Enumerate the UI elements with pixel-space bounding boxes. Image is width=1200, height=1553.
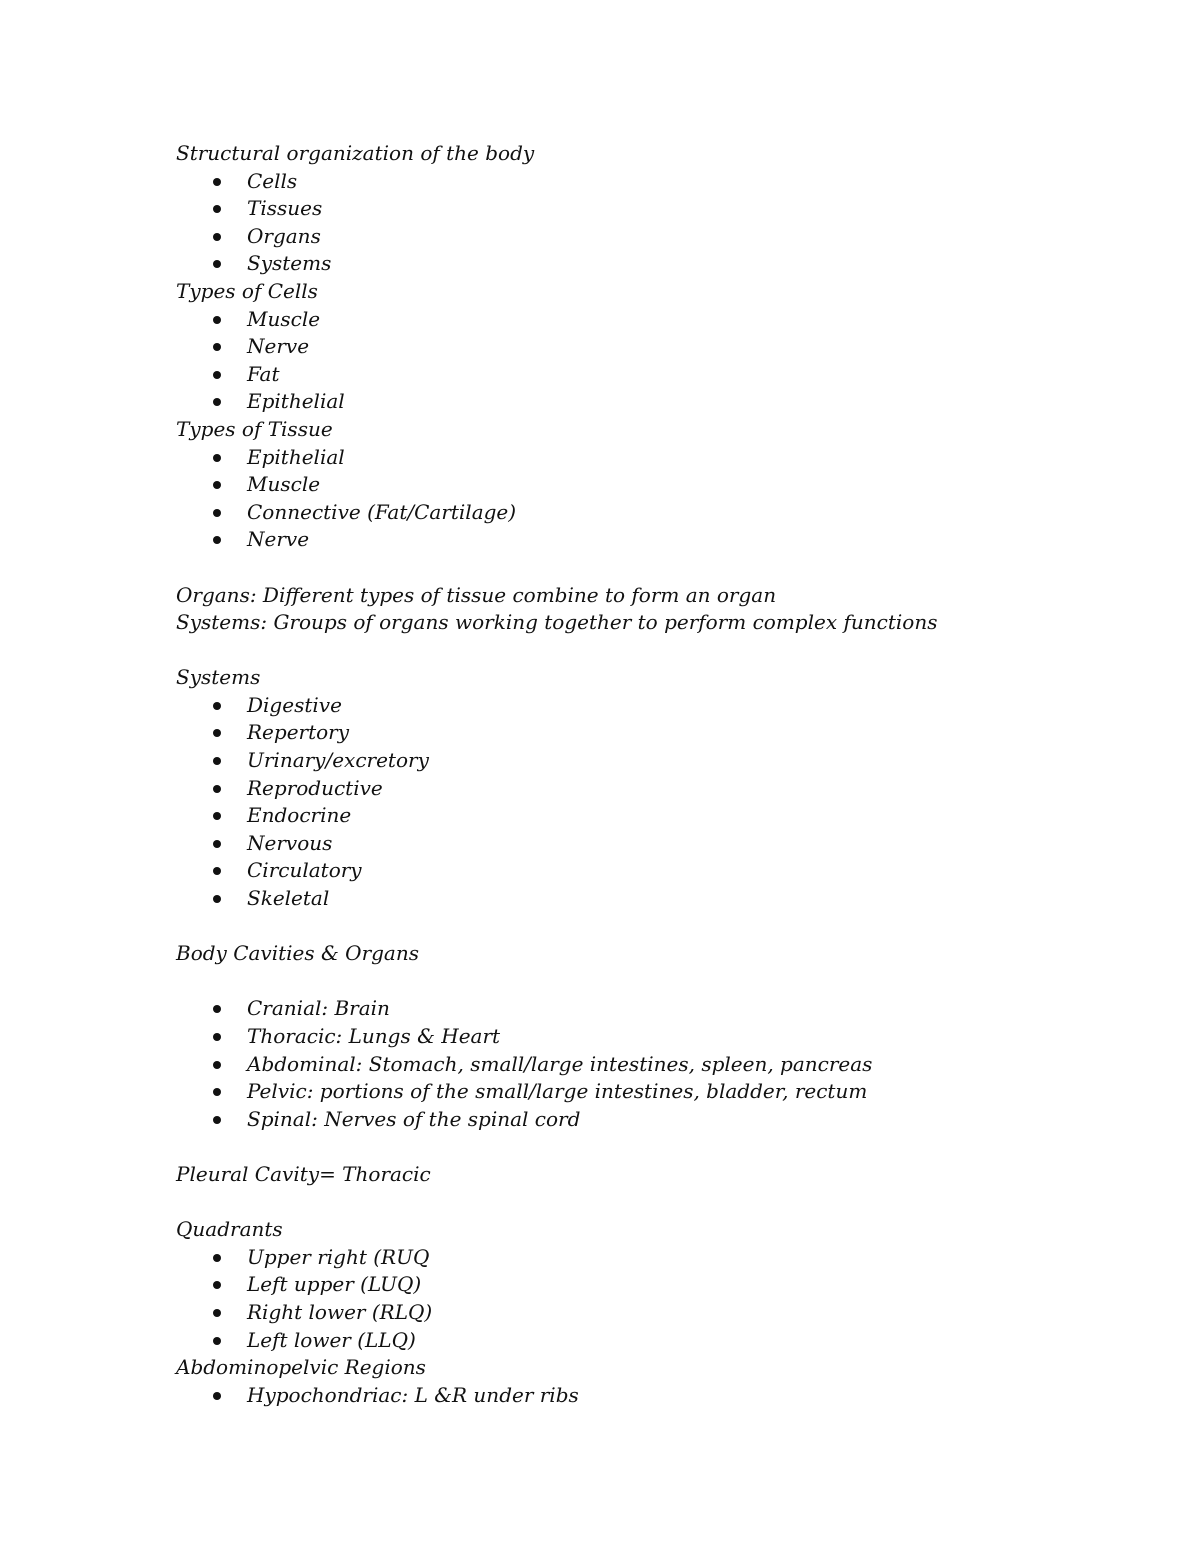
list-item bbox=[176, 747, 1076, 775]
list-item-text: Right lower (RLQ) bbox=[247, 1299, 433, 1324]
bullet-icon bbox=[213, 1088, 221, 1096]
bullet-icon bbox=[213, 260, 221, 268]
list-item-text: Pelvic: portions of the small/large intestines, bladder, rectum bbox=[247, 1079, 868, 1104]
bullet-icon bbox=[213, 1116, 221, 1124]
document-page bbox=[176, 140, 1076, 1409]
list-item bbox=[176, 719, 1076, 747]
list-item bbox=[176, 223, 1076, 251]
list-item bbox=[176, 692, 1076, 720]
bullet-icon bbox=[213, 1033, 221, 1041]
list-item-text: Upper right (RUQ bbox=[247, 1244, 430, 1269]
list-item-text: Spinal: Nerves of the spinal cord bbox=[247, 1106, 581, 1131]
bullet-icon bbox=[213, 343, 221, 351]
list-item-text: Nerve bbox=[247, 527, 310, 552]
bullet-icon bbox=[213, 316, 221, 324]
list-item-text: Left upper (LUQ) bbox=[247, 1272, 422, 1297]
blank-line bbox=[176, 968, 1076, 996]
blank-line bbox=[176, 554, 1076, 582]
bullet-list bbox=[176, 168, 1076, 278]
bullet-icon bbox=[213, 812, 221, 820]
list-item bbox=[176, 1106, 1076, 1134]
list-item bbox=[176, 1078, 1076, 1106]
list-item-text: Tissues bbox=[247, 196, 323, 221]
list-item-text: Hypochondriac: L &R under ribs bbox=[247, 1382, 579, 1407]
list-item-text: Epithelial bbox=[247, 389, 345, 414]
bullet-icon bbox=[213, 895, 221, 903]
list-item bbox=[176, 1244, 1076, 1272]
list-item bbox=[176, 168, 1076, 196]
list-item bbox=[176, 250, 1076, 278]
bullet-icon bbox=[213, 205, 221, 213]
list-item-text: Circulatory bbox=[247, 858, 362, 883]
list-item bbox=[176, 361, 1076, 389]
list-item-text: Skeletal bbox=[247, 886, 330, 911]
bullet-icon bbox=[213, 757, 221, 765]
list-item bbox=[176, 444, 1076, 472]
list-item bbox=[176, 306, 1076, 334]
bullet-icon bbox=[213, 840, 221, 848]
list-item bbox=[176, 1299, 1076, 1327]
list-item bbox=[176, 830, 1076, 858]
bullet-list bbox=[176, 1244, 1076, 1354]
list-item-text: Left lower (LLQ) bbox=[247, 1327, 416, 1352]
bullet-icon bbox=[213, 233, 221, 241]
blank-line bbox=[176, 637, 1076, 665]
list-item-text: Endocrine bbox=[247, 803, 352, 828]
list-item-text: Abdominal: Stomach, small/large intestines, spleen, pancreas bbox=[247, 1051, 873, 1076]
bullet-icon bbox=[213, 178, 221, 186]
list-item bbox=[176, 1382, 1076, 1410]
list-item bbox=[176, 995, 1076, 1023]
list-item bbox=[176, 388, 1076, 416]
list-item-text: Thoracic: Lungs & Heart bbox=[247, 1024, 501, 1048]
section-heading: Types of Cells bbox=[176, 278, 318, 303]
bullet-icon bbox=[213, 481, 221, 489]
list-item-text: Repertory bbox=[247, 720, 350, 745]
section-heading: Types of Tissue bbox=[176, 416, 333, 441]
list-item-text: Epithelial bbox=[247, 444, 345, 469]
bullet-list bbox=[176, 692, 1076, 913]
list-item-text: Muscle bbox=[247, 472, 321, 497]
bullet-icon bbox=[213, 509, 221, 517]
section-heading: Structural organization of the body bbox=[176, 141, 535, 165]
bullet-icon bbox=[213, 1392, 221, 1400]
list-item bbox=[176, 1271, 1076, 1299]
list-item bbox=[176, 195, 1076, 223]
list-item bbox=[176, 1023, 1076, 1051]
pleural-note: Pleural Cavity= Thoracic bbox=[176, 1161, 431, 1186]
list-item-text: Cells bbox=[247, 168, 298, 193]
bullet-icon bbox=[213, 729, 221, 737]
bullet-list bbox=[176, 995, 1076, 1133]
section-heading: Abdominopelvic Regions bbox=[176, 1355, 426, 1380]
list-item-text: Nervous bbox=[247, 830, 333, 855]
bullet-icon bbox=[213, 1254, 221, 1262]
bullet-icon bbox=[213, 398, 221, 406]
bullet-icon bbox=[213, 702, 221, 710]
list-item bbox=[176, 802, 1076, 830]
bullet-icon bbox=[213, 867, 221, 875]
bullet-list bbox=[176, 1382, 1076, 1410]
list-item-text: Fat bbox=[247, 361, 280, 386]
section-heading: Quadrants bbox=[176, 1217, 283, 1242]
blank-line bbox=[176, 1189, 1076, 1217]
list-item bbox=[176, 857, 1076, 885]
bullet-icon bbox=[213, 1061, 221, 1069]
list-item bbox=[176, 885, 1076, 913]
list-item-text: Connective (Fat/Cartilage) bbox=[247, 499, 517, 524]
list-item bbox=[176, 775, 1076, 803]
blank-line bbox=[176, 913, 1076, 941]
list-item-text: Cranial: Brain bbox=[247, 996, 390, 1021]
bullet-icon bbox=[213, 371, 221, 379]
list-item-text: Systems bbox=[247, 251, 332, 276]
bullet-icon bbox=[213, 785, 221, 793]
bullet-icon bbox=[213, 1281, 221, 1289]
bullet-list bbox=[176, 444, 1076, 554]
bullet-list bbox=[176, 306, 1076, 416]
bullet-icon bbox=[213, 536, 221, 544]
bullet-icon bbox=[213, 1005, 221, 1013]
list-item-text: Nerve bbox=[247, 334, 310, 359]
list-item bbox=[176, 499, 1076, 527]
systems-definition: Systems: Groups of organs working together to perform complex functions bbox=[176, 610, 938, 635]
section-heading: Body Cavities & Organs bbox=[176, 941, 419, 966]
organs-definition: Organs: Different types of tissue combine to form an organ bbox=[176, 582, 777, 607]
section-heading: Systems bbox=[176, 665, 261, 690]
list-item-text: Organs bbox=[247, 223, 321, 248]
list-item bbox=[176, 333, 1076, 361]
bullet-icon bbox=[213, 1309, 221, 1317]
bullet-icon bbox=[213, 1337, 221, 1345]
list-item-text: Digestive bbox=[247, 692, 342, 717]
list-item bbox=[176, 1327, 1076, 1355]
list-item-text: Reproductive bbox=[247, 775, 383, 800]
list-item bbox=[176, 471, 1076, 499]
list-item-text: Muscle bbox=[247, 306, 321, 331]
list-item bbox=[176, 1051, 1076, 1079]
list-item-text: Urinary/excretory bbox=[247, 748, 429, 773]
blank-line bbox=[176, 1133, 1076, 1161]
list-item bbox=[176, 526, 1076, 554]
bullet-icon bbox=[213, 454, 221, 462]
